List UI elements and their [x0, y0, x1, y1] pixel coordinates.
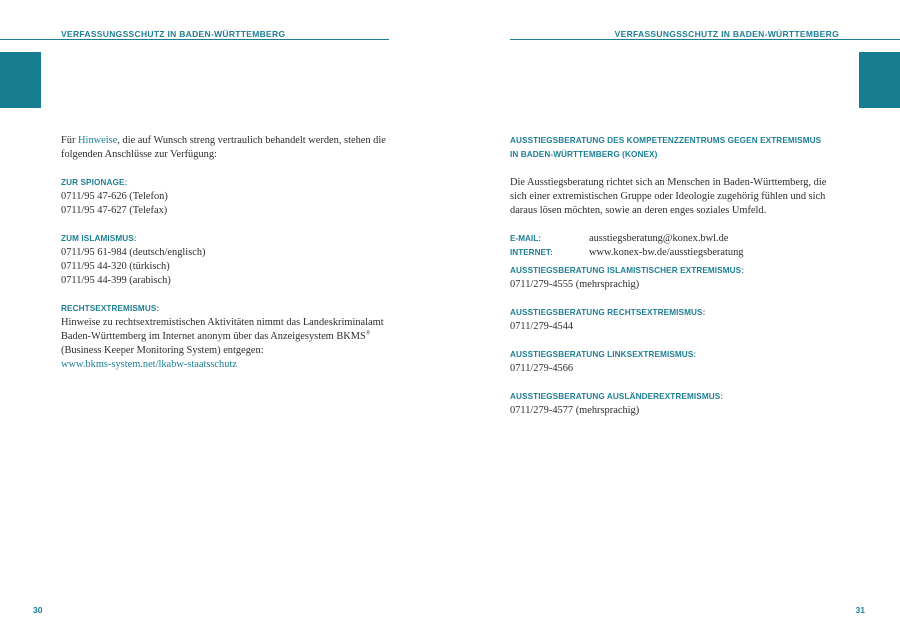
section-rechtsextremismus: [61, 302, 391, 372]
section-heading: AUSSTIEGSBERATUNG LINKSEXTREMISMUS:: [510, 350, 697, 359]
intro-line1-rest: , die auf Wunsch streng vertraulich behandelt werden, stehen die: [117, 135, 386, 146]
phone-line: 0711/279-4555 (mehrsprachig): [510, 279, 640, 290]
konex-heading-line1: AUSSTIEGSBERATUNG DES KOMPETENZZENTRUMS GEGEN EXTREMISMUS: [510, 136, 822, 145]
phone-line: 0711/95 44-320 (türkisch): [61, 261, 170, 272]
section-heading: ZUM ISLAMISMUS:: [61, 234, 137, 243]
email-value[interactable]: ausstiegsberatung@konex.bwl.de: [589, 233, 729, 244]
contact-email-row: [510, 232, 841, 246]
rechts-line2: Baden-Württemberg im Internet anonym über das Anzeigesystem BKMS: [61, 331, 366, 342]
rechts-line3: (Business Keeper Monitoring System) entgegen:: [61, 345, 264, 356]
header-rule: [510, 39, 900, 40]
section-islamismus: [61, 232, 391, 288]
phone-line: 0711/279-4577 (mehrsprachig): [510, 405, 640, 416]
intro-paragraph: [61, 134, 391, 162]
section-heading: AUSSTIEGSBERATUNG ISLAMISTISCHER EXTREMISMUS:: [510, 266, 745, 275]
page-number: 30: [33, 605, 43, 615]
bkms-link[interactable]: www.bkms-system.net/lkabw-staatsschutz: [61, 359, 237, 370]
left-content: [61, 134, 391, 372]
section-islamistisch: [510, 264, 841, 292]
section-links: [510, 348, 841, 376]
registered-mark: ®: [365, 330, 371, 337]
phone-line: 0711/95 47-626 (Telefon): [61, 191, 168, 202]
section-spionage: [61, 176, 391, 218]
phone-line: 0711/95 44-399 (arabisch): [61, 275, 171, 286]
konex-heading: [510, 134, 841, 162]
section-auslaender: [510, 390, 841, 418]
phone-line: 0711/95 47-627 (Telefax): [61, 205, 168, 216]
section-rechts: [510, 306, 841, 334]
rechts-line1: Hinweise zu rechtsextremistischen Aktivitäten nimmt das Landeskriminalamt: [61, 317, 384, 328]
phone-line: 0711/95 61-984 (deutsch/englisch): [61, 247, 206, 258]
phone-line: 0711/279-4566: [510, 363, 574, 374]
page-number: 31: [855, 605, 865, 615]
paragraph-line: daraus lösen möchten, sowie an deren enges soziales Umfeld.: [510, 205, 767, 216]
chapter-tab: [0, 52, 41, 108]
intro-line2: folgenden Anschlüsse zur Verfügung:: [61, 149, 217, 160]
phone-line: 0711/279-4544: [510, 321, 574, 332]
konex-paragraph: [510, 176, 841, 218]
paragraph-line: Die Ausstiegsberatung richtet sich an Menschen in Baden-Württemberg, die: [510, 177, 827, 188]
right-page: [450, 0, 900, 638]
running-head: VERFASSUNGSSCHUTZ IN BADEN-WÜRTTEMBERG: [61, 29, 286, 39]
intro-prefix: Für: [61, 135, 79, 146]
header-rule: [0, 39, 389, 40]
internet-label: INTERNET:: [510, 248, 553, 257]
internet-value[interactable]: www.konex-bw.de/ausstiegsberatung: [589, 247, 744, 258]
hinweise-link[interactable]: Hinweise: [78, 135, 118, 146]
paragraph-line: sich einer extremistischen Gruppe oder Ideologie zugehörig fühlen und sich: [510, 191, 826, 202]
right-content: [510, 134, 841, 418]
section-heading: ZUR SPIONAGE:: [61, 178, 128, 187]
contact-internet-row: [510, 246, 841, 260]
email-label: E-MAIL:: [510, 234, 541, 243]
section-heading: AUSSTIEGSBERATUNG AUSLÄNDEREXTREMISMUS:: [510, 392, 724, 401]
section-heading: AUSSTIEGSBERATUNG RECHTSEXTREMISMUS:: [510, 308, 706, 317]
section-heading: RECHTSEXTREMISMUS:: [61, 304, 160, 313]
contact-list: [510, 232, 841, 260]
konex-heading-line2: IN BADEN-WÜRTTEMBERG (KONEX): [510, 150, 658, 159]
chapter-tab: [859, 52, 900, 108]
running-head: VERFASSUNGSSCHUTZ IN BADEN-WÜRTTEMBERG: [614, 29, 839, 39]
